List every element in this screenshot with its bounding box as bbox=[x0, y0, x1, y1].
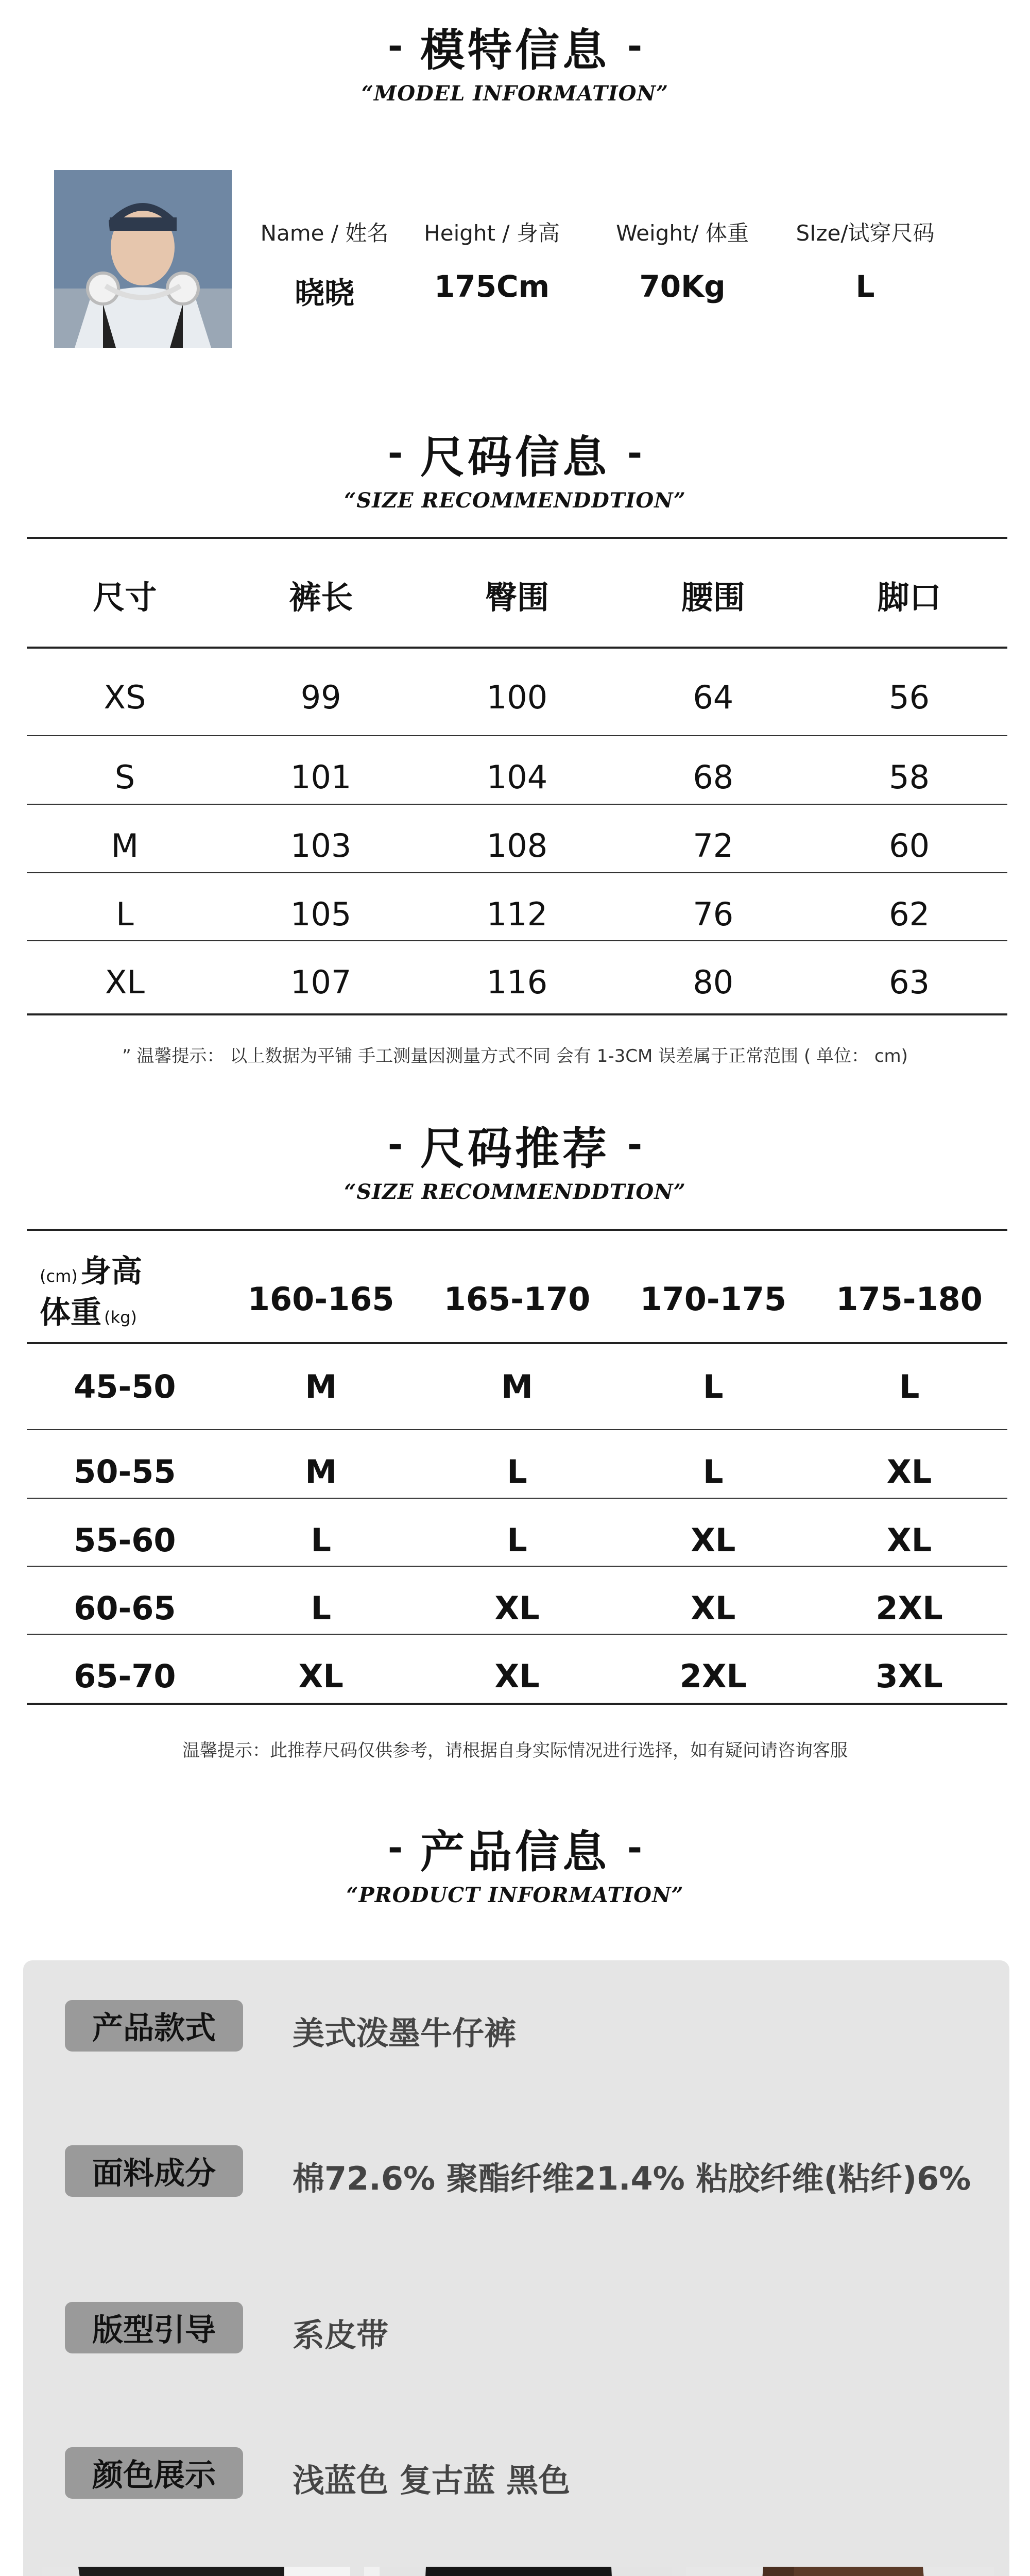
model-portrait-illustration bbox=[54, 170, 232, 348]
size-recommend-table bbox=[27, 1229, 1007, 1708]
model-field-height bbox=[407, 216, 577, 304]
recommend-table-cell: M bbox=[305, 1453, 337, 1490]
jeans-vintage-blue-illustration bbox=[364, 2567, 672, 2576]
recommend-table-cell: XL bbox=[886, 1521, 932, 1559]
table-rule bbox=[27, 1429, 1007, 1430]
table-rule bbox=[27, 1342, 1007, 1344]
size-recommend-note: 温馨提示：此推荐尺码仅供参考，请根据自身实际情况进行选择，如有疑问请咨询客服 bbox=[182, 1740, 848, 1761]
product-tag-style: 产品款式 bbox=[65, 2000, 243, 2052]
model-info-fields bbox=[242, 216, 963, 319]
model-field-label: Height / 身高 bbox=[424, 221, 560, 246]
product-photo-black bbox=[686, 2567, 994, 2576]
size-table-cell: 107 bbox=[290, 963, 352, 1001]
model-field-value: 70Kg bbox=[639, 269, 726, 304]
jeans-black-illustration bbox=[686, 2567, 994, 2576]
table-rule bbox=[27, 872, 1007, 873]
weight-label: 体重 bbox=[40, 1295, 101, 1331]
table-rule bbox=[27, 1566, 1007, 1567]
product-value-colors: 浅蓝色 复古蓝 黑色 bbox=[293, 2462, 571, 2499]
size-table-cell: M bbox=[111, 827, 139, 865]
size-recommend-title-en: “SIZE RECOMMENDDTION” bbox=[344, 1180, 686, 1204]
recommend-table-cell: XL bbox=[494, 1589, 540, 1627]
size-info-note: ” 温馨提示： 以上数据为平铺 手工测量因测量方式不同 会有 1-3CM 误差属于正常范围 ( 单位： cm) bbox=[122, 1046, 908, 1066]
model-field-label: Name / 姓名 bbox=[260, 221, 389, 246]
model-photo bbox=[54, 170, 232, 348]
recommend-table-cell: 2XL bbox=[679, 1657, 747, 1695]
table-rule bbox=[27, 1013, 1007, 1015]
size-table-cell: L bbox=[116, 895, 134, 933]
size-info-table bbox=[27, 537, 1007, 1016]
recommend-table-cell: 55-60 bbox=[74, 1521, 176, 1559]
recommend-table-cell: M bbox=[501, 1368, 533, 1405]
size-table-cell: 72 bbox=[693, 827, 734, 865]
table-rule bbox=[27, 1498, 1007, 1499]
product-title-en: “PRODUCT INFORMATION” bbox=[346, 1883, 684, 1907]
size-table-cell: 56 bbox=[889, 679, 930, 716]
recommend-table-cell: L bbox=[311, 1589, 331, 1627]
size-info-title-en: “SIZE RECOMMENDDTION” bbox=[344, 488, 686, 513]
recommend-table-cell: 50-55 bbox=[74, 1453, 176, 1490]
size-table-cell: 116 bbox=[486, 963, 548, 1001]
recommend-table-header-cell: 170-175 bbox=[640, 1280, 787, 1318]
recommend-table-cell: 60-65 bbox=[74, 1589, 176, 1627]
table-rule bbox=[27, 735, 1007, 736]
product-value-fabric: 棉72.6% 聚酯纤维21.4% 粘胶纤维(粘纤)6% bbox=[293, 2160, 971, 2197]
size-table-header-cell: 腰围 bbox=[681, 579, 745, 616]
recommend-table-cell: 2XL bbox=[876, 1589, 943, 1627]
size-table-header-cell: 脚口 bbox=[877, 579, 941, 616]
model-section-title: - 模特信息 - “MODEL INFORMATION” bbox=[0, 14, 1030, 106]
model-field-name bbox=[250, 216, 399, 312]
recommend-table-cell: L bbox=[703, 1368, 724, 1405]
size-info-title-cn: 尺码信息 bbox=[420, 432, 610, 483]
recommend-table-cell: XL bbox=[691, 1521, 736, 1559]
recommend-table-cell: L bbox=[507, 1521, 527, 1559]
recommend-table-header-cell: 175-180 bbox=[836, 1280, 983, 1318]
size-table-cell: 63 bbox=[889, 963, 930, 1001]
product-photo-light-blue bbox=[42, 2567, 350, 2576]
recommend-table-cell: L bbox=[703, 1453, 724, 1490]
size-table-cell: 103 bbox=[290, 827, 352, 865]
model-field-size bbox=[778, 216, 953, 304]
recommend-table-cell: XL bbox=[494, 1657, 540, 1695]
recommend-table-header-cell: 165-170 bbox=[443, 1280, 591, 1318]
product-value-style: 美式泼墨牛仔裤 bbox=[293, 2014, 517, 2052]
recommend-table-header-cell: 160-165 bbox=[247, 1280, 394, 1318]
weight-unit: (kg) bbox=[104, 1308, 137, 1327]
recommend-table-cell: 65-70 bbox=[74, 1657, 176, 1695]
size-table-cell: 62 bbox=[889, 895, 930, 933]
recommend-table-cell: L bbox=[507, 1453, 527, 1490]
product-tag-fabric: 面料成分 bbox=[65, 2145, 243, 2197]
product-tag-fit: 版型引导 bbox=[65, 2302, 243, 2353]
product-tag-colors: 颜色展示 bbox=[65, 2447, 243, 2499]
model-field-weight bbox=[600, 216, 765, 304]
recommend-table-cell: XL bbox=[886, 1453, 932, 1490]
recommend-table-cell: 45-50 bbox=[74, 1368, 176, 1405]
product-photo-vintage-blue bbox=[364, 2567, 672, 2576]
recommend-table-cell: M bbox=[305, 1368, 337, 1405]
jeans-light-blue-illustration bbox=[42, 2567, 350, 2576]
size-table-cell: 60 bbox=[889, 827, 930, 865]
table-rule bbox=[27, 1703, 1007, 1705]
size-table-cell: 99 bbox=[300, 679, 341, 716]
size-table-cell: 104 bbox=[486, 758, 548, 796]
model-field-label: Weight/ 体重 bbox=[616, 221, 749, 246]
recommend-table-cell: L bbox=[311, 1521, 331, 1559]
size-table-header-cell: 裤长 bbox=[289, 579, 353, 616]
size-table-header-cell: 臀围 bbox=[485, 579, 549, 616]
product-value-fit: 系皮带 bbox=[293, 2316, 389, 2354]
recommend-table-cell: 3XL bbox=[876, 1657, 943, 1695]
table-rule bbox=[27, 647, 1007, 649]
size-recommend-section-title: - 尺码推荐 - “SIZE RECOMMENDDTION” bbox=[0, 1113, 1030, 1204]
recommend-table-cell: XL bbox=[298, 1657, 344, 1695]
height-label: 身高 bbox=[80, 1253, 142, 1290]
size-recommend-title-cn: 尺码推荐 bbox=[420, 1123, 610, 1175]
model-title-en: “MODEL INFORMATION” bbox=[361, 81, 669, 106]
model-field-label: SIze/试穿尺码 bbox=[796, 221, 935, 246]
table-corner-header bbox=[40, 1247, 210, 1334]
size-table-cell: XL bbox=[105, 963, 145, 1001]
table-rule bbox=[27, 1634, 1007, 1635]
size-table-header-cell: 尺寸 bbox=[93, 579, 157, 616]
size-table-cell: 100 bbox=[486, 679, 548, 716]
recommend-table-cell: L bbox=[899, 1368, 920, 1405]
product-title-cn: 产品信息 bbox=[420, 1826, 610, 1878]
size-table-cell: 112 bbox=[486, 895, 548, 933]
recommend-table-cell: XL bbox=[691, 1589, 736, 1627]
size-table-cell: S bbox=[114, 758, 135, 796]
model-field-value: 晓晓 bbox=[294, 276, 354, 311]
size-info-section-title: - 尺码信息 - “SIZE RECOMMENDDTION” bbox=[0, 421, 1030, 513]
size-table-cell: 58 bbox=[889, 758, 930, 796]
size-table-cell: 76 bbox=[693, 895, 734, 933]
size-table-cell: 68 bbox=[693, 758, 734, 796]
size-table-cell: 101 bbox=[290, 758, 352, 796]
table-rule bbox=[27, 1229, 1007, 1231]
size-table-cell: 80 bbox=[693, 963, 734, 1001]
model-field-value: L bbox=[855, 269, 875, 304]
table-rule bbox=[27, 804, 1007, 805]
table-rule bbox=[27, 537, 1007, 539]
size-table-cell: 64 bbox=[693, 679, 734, 716]
product-section-title: - 产品信息 - “PRODUCT INFORMATION” bbox=[0, 1816, 1030, 1907]
size-table-cell: 108 bbox=[486, 827, 548, 865]
table-rule bbox=[27, 940, 1007, 941]
height-unit: (cm) bbox=[40, 1266, 78, 1286]
model-field-value: 175Cm bbox=[434, 269, 550, 304]
model-title-cn: 模特信息 bbox=[420, 25, 610, 76]
size-table-cell: 105 bbox=[290, 895, 352, 933]
size-table-cell: XS bbox=[104, 679, 146, 716]
